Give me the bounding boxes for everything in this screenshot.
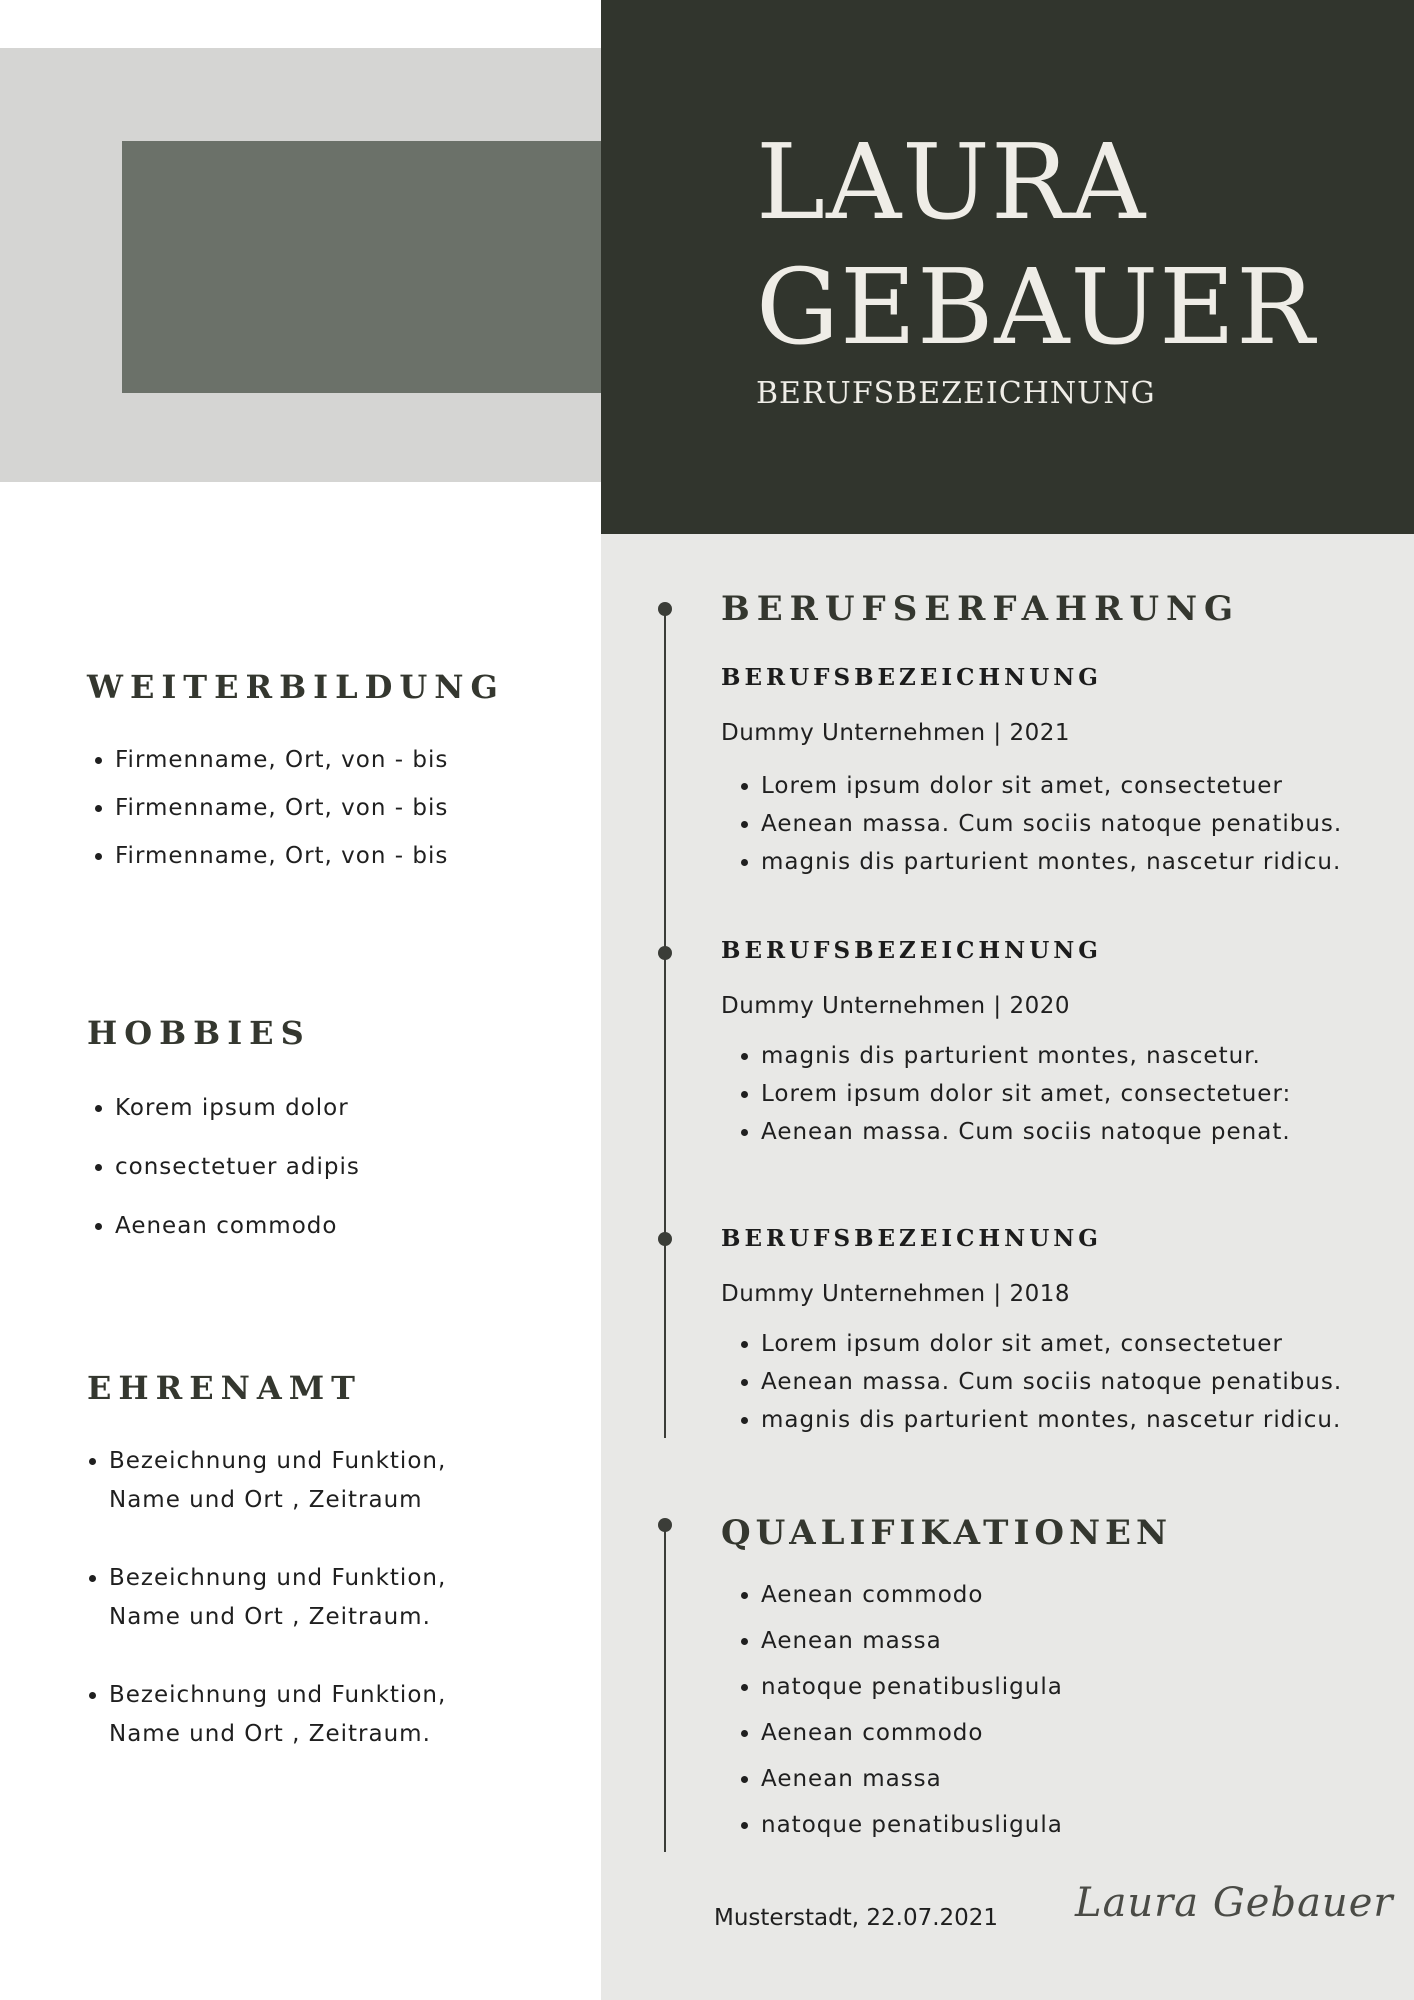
list-item: • Lorem ipsum dolor sit amet, consectetuer	[761, 767, 1414, 805]
ehrenamt-details: Name und Ort , Zeitraum.	[109, 1604, 431, 1630]
list-item: • Aenean massa. Cum sociis natoque penat.	[761, 1113, 1414, 1151]
list-item: • Korem ipsum dolor	[115, 1079, 360, 1138]
photo-placeholder	[122, 141, 601, 393]
ehrenamt-role: Bezeichnung und Funktion,	[109, 1682, 447, 1708]
signature: Laura Gebauer	[1075, 1880, 1394, 1926]
timeline-line	[664, 1525, 666, 1852]
job-entry-title: BERUFSBEZEICHNUNG	[721, 937, 1102, 964]
job-entry-title: BERUFSBEZEICHNUNG	[721, 664, 1102, 691]
job-entry-company: Dummy Unternehmen | 2018	[721, 1281, 1070, 1307]
ehrenamt-details: Name und Ort , Zeitraum.	[109, 1721, 431, 1747]
job-entry-bullets	[733, 1325, 1414, 1439]
timeline-dot	[658, 1518, 672, 1532]
timeline-dot	[658, 946, 672, 960]
list-item: • Aenean commodo	[115, 1197, 360, 1256]
timeline-dot	[658, 602, 672, 616]
last-name: GEBAUER	[756, 246, 1316, 368]
list-item: • Firmenname, Ort, von - bis	[115, 832, 448, 880]
list-item: • magnis dis parturient montes, nascetur.	[761, 1037, 1414, 1075]
list-item: • magnis dis parturient montes, nascetur ridicu.	[761, 1401, 1414, 1439]
section-title-qualifikationen: QUALIFIKATIONEN	[721, 1513, 1173, 1553]
job-entry-bullets	[733, 767, 1414, 881]
ehrenamt-role: Bezeichnung und Funktion,	[109, 1448, 447, 1474]
job-title: BERUFSBEZEICHNUNG	[756, 376, 1156, 411]
list-item: • Aenean massa	[761, 1756, 1414, 1802]
ehrenamt-role: Bezeichnung und Funktion,	[109, 1565, 447, 1591]
weiterbildung-list	[87, 736, 448, 880]
list-item: • Lorem ipsum dolor sit amet, consectetuer:	[761, 1075, 1414, 1113]
list-item: • Aenean commodo	[761, 1710, 1414, 1756]
section-title-berufserfahrung: BERUFSERFAHRUNG	[721, 589, 1241, 629]
list-item: • Aenean massa. Cum sociis natoque penatibus.	[761, 805, 1414, 843]
list-item: • natoque penatibusligula	[761, 1802, 1414, 1848]
job-entry-company: Dummy Unternehmen | 2020	[721, 993, 1070, 1019]
list-item: • Lorem ipsum dolor sit amet, consectetuer	[761, 1325, 1414, 1363]
list-item	[109, 1442, 446, 1520]
qualifikationen-list	[733, 1572, 1414, 1848]
list-item: • Aenean commodo	[761, 1572, 1414, 1618]
list-item: • Firmenname, Ort, von - bis	[115, 736, 448, 784]
job-entry-title: BERUFSBEZEICHNUNG	[721, 1225, 1102, 1252]
ehrenamt-list	[82, 1442, 446, 1754]
list-item: • Aenean massa	[761, 1618, 1414, 1664]
list-item: • magnis dis parturient montes, nascetur ridicu.	[761, 843, 1414, 881]
list-item: • Aenean massa. Cum sociis natoque penatibus.	[761, 1363, 1414, 1401]
list-item: • natoque penatibusligula	[761, 1664, 1414, 1710]
list-item	[109, 1559, 446, 1637]
hobbies-list	[87, 1079, 360, 1256]
list-item: • Firmenname, Ort, von - bis	[115, 784, 448, 832]
list-item	[109, 1676, 446, 1754]
section-title-weiterbildung: WEITERBILDUNG	[87, 668, 505, 706]
job-entry-bullets	[733, 1037, 1414, 1151]
timeline-dot	[658, 1232, 672, 1246]
list-item: • consectetuer adipis	[115, 1138, 360, 1197]
first-name: LAURA	[756, 121, 1147, 243]
job-entry-company: Dummy Unternehmen | 2021	[721, 720, 1070, 746]
place-date: Musterstadt, 22.07.2021	[714, 1905, 999, 1931]
section-title-ehrenamt: EHRENAMT	[87, 1369, 362, 1407]
section-title-hobbies: HOBBIES	[87, 1014, 311, 1052]
ehrenamt-details: Name und Ort , Zeitraum	[109, 1487, 423, 1513]
timeline-line	[664, 610, 666, 1438]
